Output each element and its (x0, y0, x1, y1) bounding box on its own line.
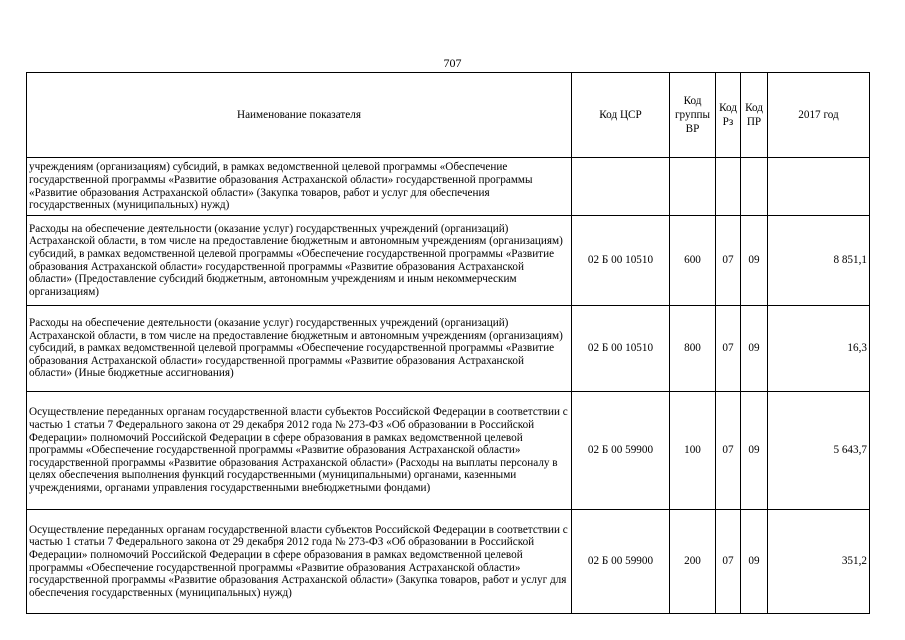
row-csr-code (572, 158, 670, 216)
header-year: 2017 год (768, 73, 870, 158)
row-csr-code: 02 Б 00 10510 (572, 306, 670, 392)
row-amount: 8 851,1 (768, 216, 870, 306)
row-vr-code (670, 158, 716, 216)
budget-table (26, 72, 870, 614)
row-amount: 351,2 (768, 510, 870, 614)
row-rz-code: 07 (716, 510, 741, 614)
row-pr-code: 09 (741, 510, 768, 614)
row-indicator-name: Расходы на обеспечение деятельности (оказание услуг) государственных учреждений (организаций) Астраханской области, в том числе на предоставление бюджетным и автономным учреждениям (организациям) субсидий, в рамках ведомственной целевой программы «Обеспечение государственной программы «Развитие образования Астраханской области» государственной программы «Развитие образования Астраханской области» (Предоставление субсидий бюджетным, автономным учреждениям и иным некоммерческим организациям) (27, 216, 572, 306)
row-indicator-name: Расходы на обеспечение деятельности (оказание услуг) государственных учреждений (организаций) Астраханской области, в том числе на предоставление бюджетным и автономным учреждениям (организациям) субсидий, в рамках ведомственной целевой программы «Обеспечение государственной программы «Развитие образования Астраханской области» государственной программы «Развитие образования Астраханской области» (Иные бюджетные ассигнования) (27, 306, 572, 392)
row-pr-code: 09 (741, 392, 768, 510)
row-rz-code: 07 (716, 216, 741, 306)
row-pr-code: 09 (741, 306, 768, 392)
row-indicator-name: Осуществление переданных органам государственной власти субъектов Российской Федерации в соответствии с частью 1 статьи 7 Федерального закона от 29 декабря 2012 года № 273-ФЗ «Об образовании в Российской Федерации» полномочий Российской Федерации в сфере образования в рамках ведомственной целевой программы «Обеспечение государственной программы «Развитие образования Астраханской области» государственной программы «Развитие образования Астраханской области» (Расходы на выплаты персоналу в целях обеспечения выполнения функций государственными (муниципальными) органами, казенными учреждениями, органами управления государственными внебюджетными фондами) (27, 392, 572, 510)
row-rz-code (716, 158, 741, 216)
page-number: 707 (443, 56, 462, 70)
row-rz-code: 07 (716, 306, 741, 392)
row-csr-code: 02 Б 00 59900 (572, 510, 670, 614)
header-pr-code: Код ПР (741, 73, 768, 158)
header-indicator-name: Наименование показателя (27, 73, 572, 158)
header-vr-code: Код группы ВР (670, 73, 716, 158)
row-pr-code: 09 (741, 216, 768, 306)
row-csr-code: 02 Б 00 10510 (572, 216, 670, 306)
table-row (27, 216, 870, 306)
row-vr-code: 200 (670, 510, 716, 614)
row-rz-code: 07 (716, 392, 741, 510)
row-csr-code: 02 Б 00 59900 (572, 392, 670, 510)
row-amount: 16,3 (768, 306, 870, 392)
table-row (27, 392, 870, 510)
row-vr-code: 800 (670, 306, 716, 392)
table-row (27, 510, 870, 614)
table-header-row (27, 73, 870, 158)
row-indicator-name: Осуществление переданных органам государственной власти субъектов Российской Федерации в соответствии с частью 1 статьи 7 Федерального закона от 29 декабря 2012 года № 273-ФЗ «Об образовании в Российской Федерации» полномочий Российской Федерации в сфере образования в рамках ведомственной целевой программы «Обеспечение государственной программы «Развитие образования Астраханской области» государственной программы «Развитие образования Астраханской области» (Закупка товаров, работ и услуг для обеспечения государственных (муниципальных) нужд) (27, 510, 572, 614)
row-pr-code (741, 158, 768, 216)
row-indicator-name: учреждениям (организациям) субсидий, в рамках ведомственной целевой программы «Обеспечение государственной программы «Развитие образования Астраханской области» государственной программы «Развитие образования Астраханской области» (Закупка товаров, работ и услуг для обеспечения государственных (муниципальных) нужд) (27, 158, 572, 216)
table-row (27, 158, 870, 216)
row-vr-code: 600 (670, 216, 716, 306)
header-rz-code: Код Рз (716, 73, 741, 158)
header-csr-code: Код ЦСР (572, 73, 670, 158)
row-vr-code: 100 (670, 392, 716, 510)
row-amount (768, 158, 870, 216)
table-row (27, 306, 870, 392)
row-amount: 5 643,7 (768, 392, 870, 510)
